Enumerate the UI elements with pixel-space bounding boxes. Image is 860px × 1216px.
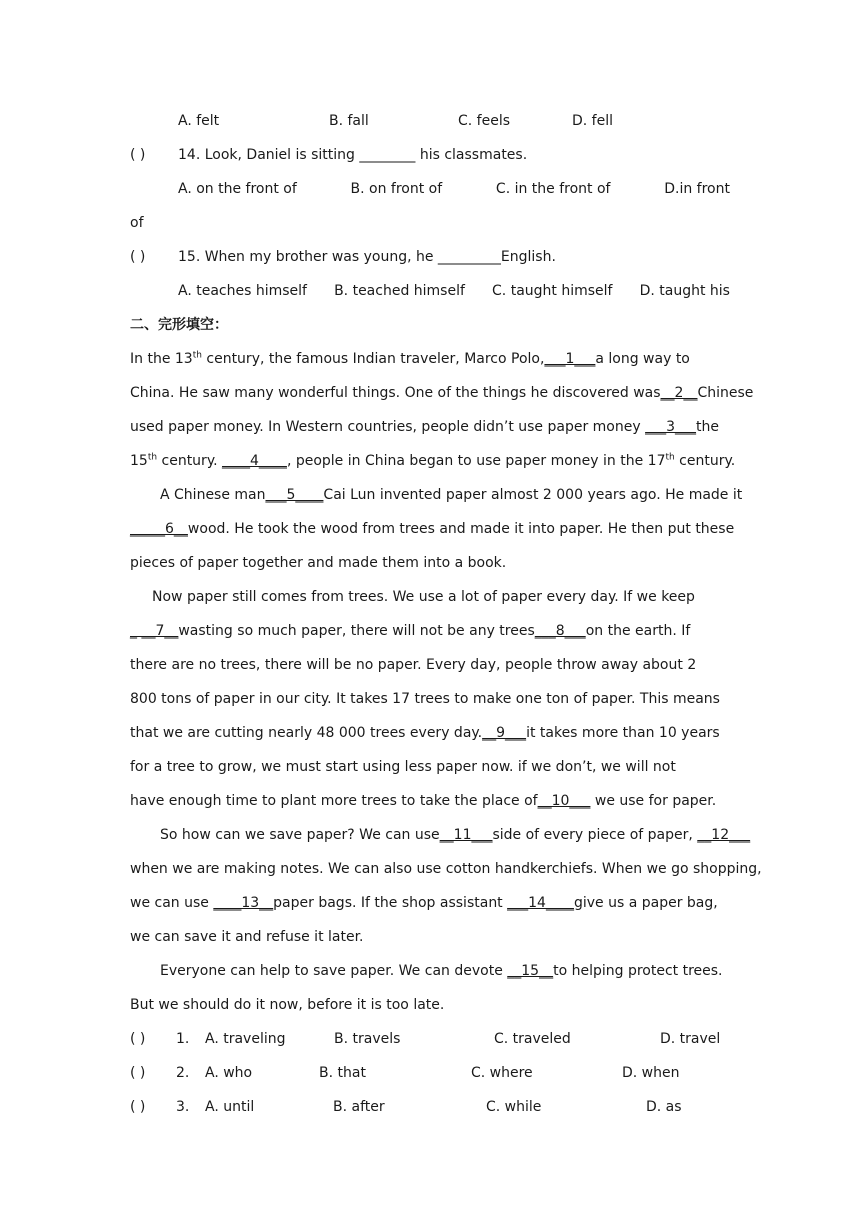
q13-options [178,111,730,131]
passage-text: China. He saw many wonderful things. One of the things he discovered was [130,385,661,401]
passage-line [130,893,730,913]
passage-text: A Chinese man [160,487,266,503]
passage-text: century, the famous Indian traveler, Marco Polo, [201,351,545,367]
passage-text: give us a paper bag, [573,895,718,911]
q14-options [178,179,730,199]
passage-text: century. [157,453,223,469]
passage-line: pieces of paper together and made them into a book. [130,555,507,571]
passage-text: we can use [130,895,214,911]
q15-stem [130,247,730,267]
q14-answer-paren: ( ) [130,147,146,163]
passage-text: century. [674,453,736,469]
passage-text: on the earth. If [585,623,691,639]
passage-text: In the 13 [130,351,193,367]
passage-text: Cai Lun invented paper almost 2 000 years ago. He made it [323,487,743,503]
superscript: th [147,452,158,463]
question-number: 3. [176,1099,190,1115]
superscript: th [665,452,675,463]
q15-text-after: English. [500,249,556,265]
passage-line: when we are making notes. We can also use cotton handkerchiefs. When we go shopping, [130,861,762,877]
blank-13: ____13__ [213,895,274,911]
cloze-question-3 [130,1097,730,1117]
passage-line [160,485,743,505]
blank-15: __15__ [507,963,554,979]
option-d: D. as [646,1099,682,1115]
passage-line [130,791,730,811]
option-b: B. after [333,1099,385,1115]
passage-line [130,451,736,471]
passage-text: a long way to [595,351,690,367]
passage-text: that we are cutting nearly 48 000 trees every day. [130,725,483,741]
blank-2: __2__ [660,385,698,401]
passage-text: used paper money. In Western countries, people didn’t use paper money [130,419,646,435]
q15-options [178,281,730,301]
q13-option-b: B. fall [329,113,369,129]
option-b: B. that [319,1065,366,1081]
q15-text: 15. When my brother was young, he [178,249,438,265]
q15-option-c: C. taught himself [492,283,613,299]
passage-text: it takes more than 10 years [526,725,720,741]
q14-stem [130,145,730,165]
blank-5: ___5____ [265,487,324,503]
passage-text: 15 [130,453,148,469]
passage-text: we use for paper. [590,793,717,809]
passage-text: Chinese [697,385,754,401]
q15-blank: _________ [437,249,501,265]
q15-option-b: B. teached himself [334,283,465,299]
option-c: C. where [471,1065,533,1081]
passage-text: side of every piece of paper, [492,827,698,843]
passage-line: for a tree to grow, we must start using less paper now. if we don’t, we will not [130,759,676,775]
option-d: D. travel [660,1031,721,1047]
superscript: th [192,350,202,361]
passage-line [160,961,730,981]
q14-text-after: his classmates. [415,147,528,163]
option-a: A. until [205,1099,255,1115]
passage-line [130,417,730,437]
q13-option-a: A. felt [178,113,220,129]
blank-4: ____4____ [222,453,287,469]
q15-option-d: D. taught his [639,283,730,299]
passage-line [130,519,735,539]
option-c: C. traveled [494,1031,571,1047]
q14-option-d: D.in front [664,181,730,197]
passage-text: So how can we save paper? We can use [160,827,440,843]
blank-10: __10___ [537,793,591,809]
blank-1: ___1___ [544,351,596,367]
answer-paren: ( ) [130,1099,146,1115]
q14-option-b: B. on front of [350,181,443,197]
passage-text: wasting so much paper, there will not be any trees [178,623,535,639]
q14-text: 14. Look, Daniel is sitting [178,147,360,163]
passage-line [130,383,754,403]
passage-text: to helping protect trees. [553,963,723,979]
option-a: A. traveling [205,1031,286,1047]
option-b: B. travels [334,1031,401,1047]
option-a: A. who [205,1065,253,1081]
passage-text: paper bags. If the shop assistant [273,895,508,911]
answer-paren: ( ) [130,1031,146,1047]
passage-text: Everyone can help to save paper. We can devote [160,963,508,979]
blank-6: _____6__ [130,521,188,537]
passage-line: there are no trees, there will be no paper. Every day, people throw away about 2 [130,657,697,673]
question-number: 1. [176,1031,190,1047]
blank-7: _ __7__ [130,623,179,639]
passage-text: the [696,419,720,435]
passage-line [130,723,730,743]
q14-blank: ________ [359,147,416,163]
blank-12: __12___ [697,827,751,843]
passage-text: have enough time to plant more trees to take the place of [130,793,538,809]
blank-11: __11___ [439,827,493,843]
passage-line: Now paper still comes from trees. We use a lot of paper every day. If we keep [152,589,695,605]
cloze-question-2 [130,1063,730,1083]
blank-14: ___14____ [507,895,574,911]
question-number: 2. [176,1065,190,1081]
blank-9: __9___ [482,725,527,741]
option-c: C. while [486,1099,542,1115]
q14-option-d-wrap: of [130,215,144,231]
option-d: D. when [622,1065,680,1081]
passage-line [130,349,730,369]
cloze-question-1 [130,1029,730,1049]
q14-option-a: A. on the front of [178,181,297,197]
passage-line [130,621,730,641]
blank-3: ___3___ [645,419,697,435]
q15-option-a: A. teaches himself [178,283,307,299]
passage-line: we can save it and refuse it later. [130,929,364,945]
q13-option-d: D. fell [572,113,614,129]
q14-option-c: C. in the front of [495,181,611,197]
blank-8: ___8___ [534,623,586,639]
section-heading: 二、完形填空： [130,317,228,333]
passage-line: But we should do it now, before it is too late. [130,997,445,1013]
q15-answer-paren: ( ) [130,249,146,265]
passage-text: wood. He took the wood from trees and made it into paper. He then put these [187,521,735,537]
passage-line [160,825,751,845]
q13-option-c: C. feels [458,113,511,129]
answer-paren: ( ) [130,1065,146,1081]
passage-text: , people in China began to use paper money in the 17 [286,453,666,469]
passage-line: 800 tons of paper in our city. It takes 17 trees to make one ton of paper. This means [130,691,720,707]
